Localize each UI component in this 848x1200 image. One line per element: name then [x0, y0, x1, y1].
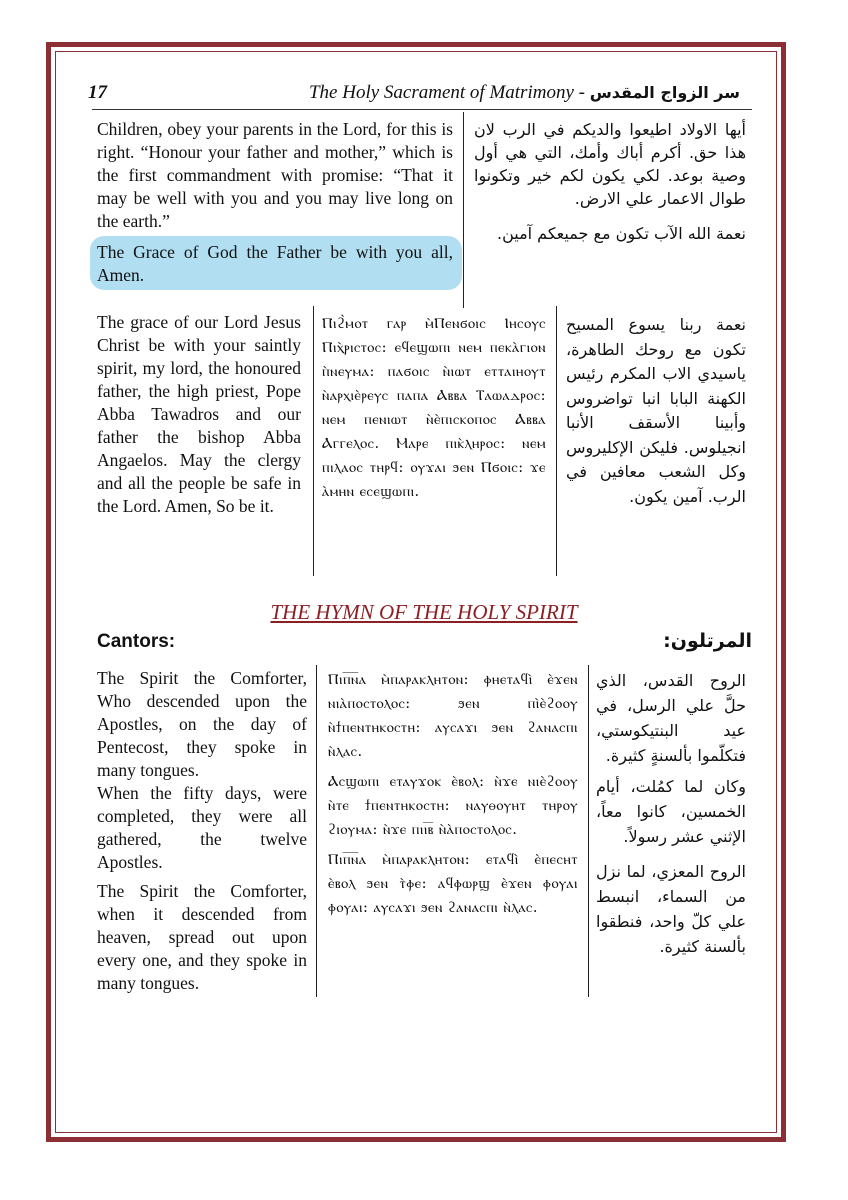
- scripture-arabic: [474, 118, 746, 245]
- cantors-label-arabic: المرتلون:: [663, 630, 752, 652]
- grace-paragraph-english: The Grace of God the Father be with you all, Amen.: [97, 242, 453, 285]
- column-divider: [313, 306, 314, 576]
- hymn-english: [97, 667, 307, 995]
- hymn-title: THE HYMN OF THE HOLY SPIRIT: [270, 600, 578, 624]
- stanza-english: The Spirit the Comforter, Who descended upon the Apostles, on the day of Pentecost, they spoke in many tongues.: [97, 668, 307, 780]
- column-divider: [316, 665, 317, 997]
- stanza-coptic: Ⲁⲥϣⲱⲡⲓ ⲉⲧⲁⲩϫⲟⲕ ⲉ̀ⲃⲟⲗ: ⲛ̀ϫⲉ ⲛⲓⲉ̀ϩⲟⲟⲩ ⲛ̀ⲧⲉ ϯⲡⲉⲛⲧⲏⲕⲟⲥⲧⲏ: ⲛⲁⲩⲑⲟⲩⲏⲧ ⲧⲏⲣⲟⲩ ϩⲓⲟⲩⲙⲁ: ⲛ̀ϫⲉ ⲡⲓⲓ̅ⲃ̅ ⲛ̀ⲁ̀ⲡⲟⲥⲧⲟⲗⲟⲥ.: [328, 774, 578, 838]
- stanza-arabic: الروح القدس، الذي حلَّ علي الرسل، في عيد البنتيكوستي، فتكلّموا بألسنةٍ كثيرة.: [596, 671, 746, 765]
- header-rule: [92, 109, 752, 110]
- running-title: [309, 82, 740, 104]
- blessing-coptic: Ⲡⲓϩ̀ⲙⲟⲧ ⲅⲁⲣ ⲙ̀Ⲡⲉⲛϭⲟⲓⲥ Ⲓⲏⲥⲟⲩⲥ Ⲡⲓⲭ̀ⲣⲓⲥⲧⲟⲥ: ⲉϥⲉϣⲱⲡⲓ ⲛⲉⲙ ⲡⲉⲕⲁ̀ⲅⲓⲟⲛ ⲡ̀ⲛⲉⲩⲙⲁ: ⲡⲁϭⲟⲓⲥ ⲛ̀ⲓⲱⲧ ⲉⲧⲧⲁⲓⲏⲟⲩⲧ ⲛ̀ⲁⲣⲭⲓⲉ̀ⲣⲉⲩⲥ ⲡⲁⲡⲁ Ⲁⲃⲃⲁ Ⲧⲁⲱⲁⲇⲣⲟⲥ: ⲛⲉⲙ ⲡⲉⲛⲓⲱⲧ ⲛ̀ⲉ̀ⲡⲓⲥⲕⲟⲡⲟⲥ Ⲁⲃⲃⲁ Ⲁⲅⲅⲉⲗⲟⲥ. Ⲙⲁⲣⲉ ⲡⲓⲕ̀ⲗⲏⲣⲟⲥ: ⲛⲉⲙ ⲡⲓⲗⲁⲟⲥ ⲧⲏⲣϥ: ⲟⲩϫⲁⲓ ϧⲉⲛ Ⲡϭⲟⲓⲥ: ϫⲉ ⲁ̀ⲙⲏⲛ ⲉⲥⲉϣⲱⲡⲓ.: [322, 316, 546, 500]
- column-divider: [588, 665, 589, 997]
- scripture-paragraph-arabic: أيها الاولاد اطيعوا والديكم في الرب لان هذا حق. أكرم أباك وأمك، التي هي أول وصية بوعد. لكي يكون لكم خير وتكونوا طوال الاعمار علي الارض.: [474, 120, 746, 208]
- cantors-label-english: Cantors:: [97, 631, 176, 652]
- stanza-arabic: وكان لما كمُلت، أيام الخمسين، كانوا معاً، الإثني عشر رسولاً.: [596, 777, 746, 846]
- column-divider: [463, 112, 464, 308]
- grace-paragraph-arabic: نعمة الله الآب تكون مع جميعكم آمين.: [496, 224, 746, 243]
- stanza-english: The Spirit the Comforter, when it descended from heaven, spread out upon every one, and they spoke in many tongues.: [97, 881, 307, 993]
- hymn-arabic: [596, 668, 746, 959]
- blessing-arabic: نعمة ربنا يسوع المسيح تكون مع روحك الطاهرة، ياسيدي الاب المكرم رئيس الكهنة البابا انبا تواضروس وأبينا الأسقف الأنبا انجيلوس. فليكن الإكليروس وكل الشعب معافين في الرب. آمين يكون.: [566, 315, 746, 506]
- running-title-en: The Holy Sacrament of Matrimony -: [308, 82, 590, 103]
- scripture-paragraph: Children, obey your parents in the Lord, for this is right. “Honour your father and mother,” which is the first commandment with promise: “That it may be well with you and you may live long on the earth.”: [97, 119, 453, 231]
- page-number: 17: [88, 82, 107, 103]
- stanza-english: When the fifty days, were completed, they were all gathered, the twelve Apostles.: [97, 783, 307, 872]
- scripture-english: [97, 118, 453, 287]
- running-title-ar: سر الزواج المقدس: [589, 83, 740, 102]
- page-header: [88, 82, 740, 112]
- hymn-coptic: [328, 668, 578, 920]
- blessing-english: The grace of our Lord Jesus Christ be with your saintly spirit, my lord, the honoured father, the high priest, Pope Abba Tawadros and our father the bishop Abba Angaelos. May the clergy and all the people be safe in the Lord. Amen, So be it.: [97, 312, 301, 516]
- stanza-arabic: الروح المعزي، لما نزل من السماء، انبسط علي كلّ واحد، فنطقوا بألسنة كثيرة.: [596, 862, 746, 956]
- stanza-coptic: Ⲡⲓⲡ̅ⲛ̅ⲁ ⲙ̀ⲡⲁⲣⲁⲕⲗⲏⲧⲟⲛ: ⲫⲏⲉⲧⲁϥⲓ̀ ⲉ̀ϫⲉⲛ ⲛⲓⲁ̀ⲡⲟⲥⲧⲟⲗⲟⲥ: ϧⲉⲛ ⲡⲓ̀ⲉ̀ϩⲟⲟⲩ ⲛ̀ϯⲡⲉⲛⲧⲏⲕⲟⲥⲧⲏ: ⲁⲩⲥⲁϫⲓ ϧⲉⲛ ϩⲁⲛⲁⲥⲡⲓ ⲛ̀ⲗⲁⲥ.: [328, 672, 578, 760]
- stanza-coptic: Ⲡⲓⲡ̅ⲛ̅ⲁ ⲙ̀ⲡⲁⲣⲁⲕⲗⲏⲧⲟⲛ: ⲉⲧⲁϥⲓ̀ ⲉ̀ⲡⲉⲥⲏⲧ ⲉ̀ⲃⲟⲗ ϧⲉⲛ ⲧ̀ⲫⲉ: ⲁϥⲫⲱⲣϣ ⲉ̀ϫⲉⲛ ⲫⲟⲩⲁⲓ ⲫⲟⲩⲁⲓ: ⲁⲩⲥⲁϫⲓ ϧⲉⲛ ϩⲁⲛⲁⲥⲡⲓ ⲛ̀ⲗⲁⲥ.: [328, 852, 578, 916]
- column-divider: [556, 306, 557, 576]
